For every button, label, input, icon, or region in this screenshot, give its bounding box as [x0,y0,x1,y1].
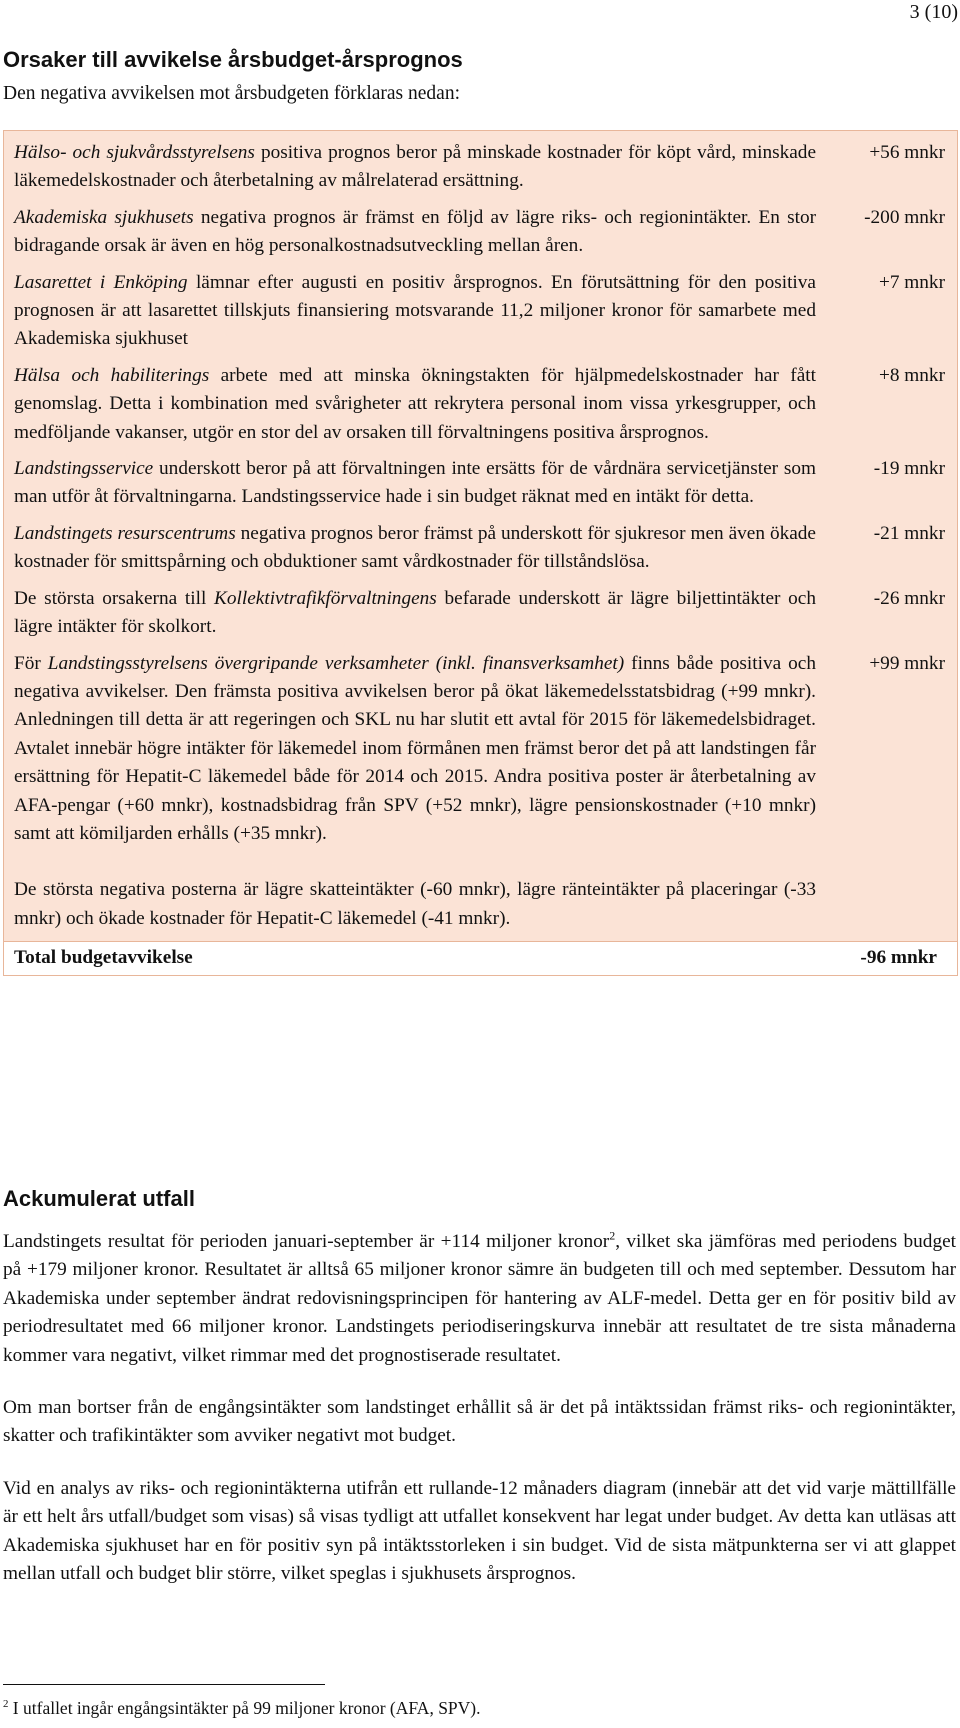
row-value: +8 mnkr [878,364,945,386]
organization-name: Lasarettet i Enköping [14,271,188,293]
row-value: -21 mnkr [873,522,945,544]
footnote-marker: 2 [3,1698,9,1711]
footnote-text: I utfallet ingår engångsintäkter på 99 miljoner kronor (AFA, SPV). [8,1698,481,1718]
organization-name: Landstingsstyrelsens övergripande verksamheter (inkl. finansverksamhet) [47,652,625,674]
row-description [4,196,816,261]
table-row [4,131,957,196]
section-heading-accumulated: Ackumulerat utfall [3,1186,195,1211]
section-intro: Den negativa avvikelsen mot årsbudgeten förklaras nedan: [3,83,461,104]
row-text: lämnar efter augusti en positiv årsprognos. En förutsättning för den positiva prognosen är att lasarettet tillskjuts finansiering motsvarande 11,2 miljoner kronor för samarbete med Akademiska sjukhuset [14,271,816,350]
paragraph: Om man bortser från de engångsintäkter som landstinget erhållit så är det på intäktssidan främst riks- och regionintäkter, skatter och trafikintäkter som avviker negativt mot budget. [3,1397,956,1447]
paragraph [3,1228,956,1370]
organization-name: Akademiska sjukhusets [14,206,194,228]
footnote [3,1697,481,1719]
row-prefix: För [14,652,48,674]
paragraph-text: , vilket ska jämföras med periodens budget på +179 miljoner kronor. Resultatet är alltså 65 miljoner kronor sämre än budgeten till och med september. Dessutom har Akademiska under september ändrat redovisningsprincipen för hantering av ALF-medel. Detta ger en för positiv bild av periodresultatet med 66 miljoner kronor. Landstingets periodiseringskurva innebär att resultatet de tre sista månaderna kommer vara negativt, vilket rimmar med det prognostiserade resultatet. [3,1231,957,1366]
total-label: Total budgetavvikelse [14,947,193,969]
row-description [4,577,816,642]
row-text: negativa prognos beror främst på underskott för sjukresor men även ökade kostnader för smittspårning och obduktioner samt vårdkostnader för tillståndslösa. [14,522,816,573]
footnote-reference[interactable]: 2 [609,1228,616,1243]
total-value: -96 mnkr [860,947,937,969]
row-value: -26 mnkr [873,587,945,609]
organization-name: Landstingsservice [14,458,154,480]
table-row [4,261,957,354]
page-number: 3 (10) [909,1,958,23]
table-row [4,577,957,642]
section-heading-causes: Orsaker till avvikelse årsbudget-årsprognos [3,47,463,72]
row-prefix: De största orsakerna till [14,587,215,609]
table-row [4,642,957,934]
deviation-table [3,130,958,976]
row-text: underskott beror på att förvaltningen inte ersätts för de vårdnära servicetjänster som man utför åt förvaltningarna. Landstingsservice hade i sin budget räknat med en intäkt för detta. [14,458,816,508]
row-value: +56 mnkr [869,142,945,163]
organization-name: Landstingets resurscentrums [14,522,236,544]
organization-name: Hälsa och habiliterings [14,364,210,386]
row-description [4,512,816,577]
row-description [4,447,816,512]
paragraph: Vid en analys av riks- och regionintäkterna utifrån ett rullande-12 månaders diagram (innebär att det vid varje mättillfälle är ett helt års utfall/budget som visas) så visas tydligt att utfallet konsekvent har legat under budget. Av detta kan utläsas att Akademiska sjukhuset har en för positiv syn på intäktsstorleken i sin budget. Vid de sista mätpunkterna ser vi att glappet mellan utfall och budget blir större, vilket speglas i sjukhusets årsprognos. [3,1477,956,1585]
table-row [4,196,957,261]
row-value: -200 mnkr [864,206,945,228]
row-text: finns både positiva och negativa avvikelser. Den främsta positiva avvikelsen beror på ökat läkemedelsstatsbidrag (+99 mnkr). Anledningen till detta är att regeringen och SKL nu har slutit ett avtal för 2015 för läkemedelsbidraget. Avtalet innebär högre intäkter för läkemedel inom förmånen men främst beror det på att landstingen får ersättning för Hepatit-C läkemedel både för 2014 och 2015. Andra positiva poster är återbetalning av AFA-pengar (+60 mnkr), kostnadsbidrag från SPV (+52 mnkr), lägre pensionskostnader (+10 mnkr) samt att kömiljarden erhålls (+35 mnkr). [14,652,816,844]
row-value: -19 mnkr [873,458,945,480]
row-text: befarade underskott är lägre biljettintäkter och lägre intäkter för skolkort. [14,587,816,638]
section-body [3,1228,956,1612]
organization-name: Hälso- och sjukvårdsstyrelsens [14,142,255,163]
total-row [4,941,957,974]
organization-name: Kollektivtrafikförvaltningens [214,587,437,609]
footnote-divider [3,1684,325,1685]
row-value: +7 mnkr [878,271,945,293]
table-row [4,354,957,447]
row-value: +99 mnkr [869,652,945,674]
row-text-negative-items: De största negativa posterna är lägre skatteintäkter (-60 mnkr), lägre ränteintäkter på placeringar (-33 mnkr) och ökade kostnader för Hepatit-C läkemedel (-41 mnkr). [14,879,816,929]
row-description [4,131,816,196]
row-text: negativa prognos är främst en följd av lägre riks- och regionintäkter. En stor bidragande orsak är även en hög personalkostnadsutveckling mellan åren. [14,206,817,257]
row-description [4,354,816,447]
row-description [4,642,816,934]
table-row [4,512,957,577]
paragraph-text: Landstingets resultat för perioden januari-september är +114 miljoner kronor [3,1231,610,1252]
table-row [4,447,957,512]
row-text: positiva prognos beror på minskade kostnader för köpt vård, minskade läkemedelskostnader och återbetalning av målrelaterad ersättning. [14,142,817,192]
row-text: arbete med att minska ökningstakten för hjälpmedelskostnader har fått genomslag. Detta i kombination med svårigheter att rekrytera personal inom vissa yrkesgrupper, och medföljande vakanser, utgör en stor del av orsaken till förvaltningens positiva årsprognos. [14,364,816,443]
row-description [4,261,816,354]
